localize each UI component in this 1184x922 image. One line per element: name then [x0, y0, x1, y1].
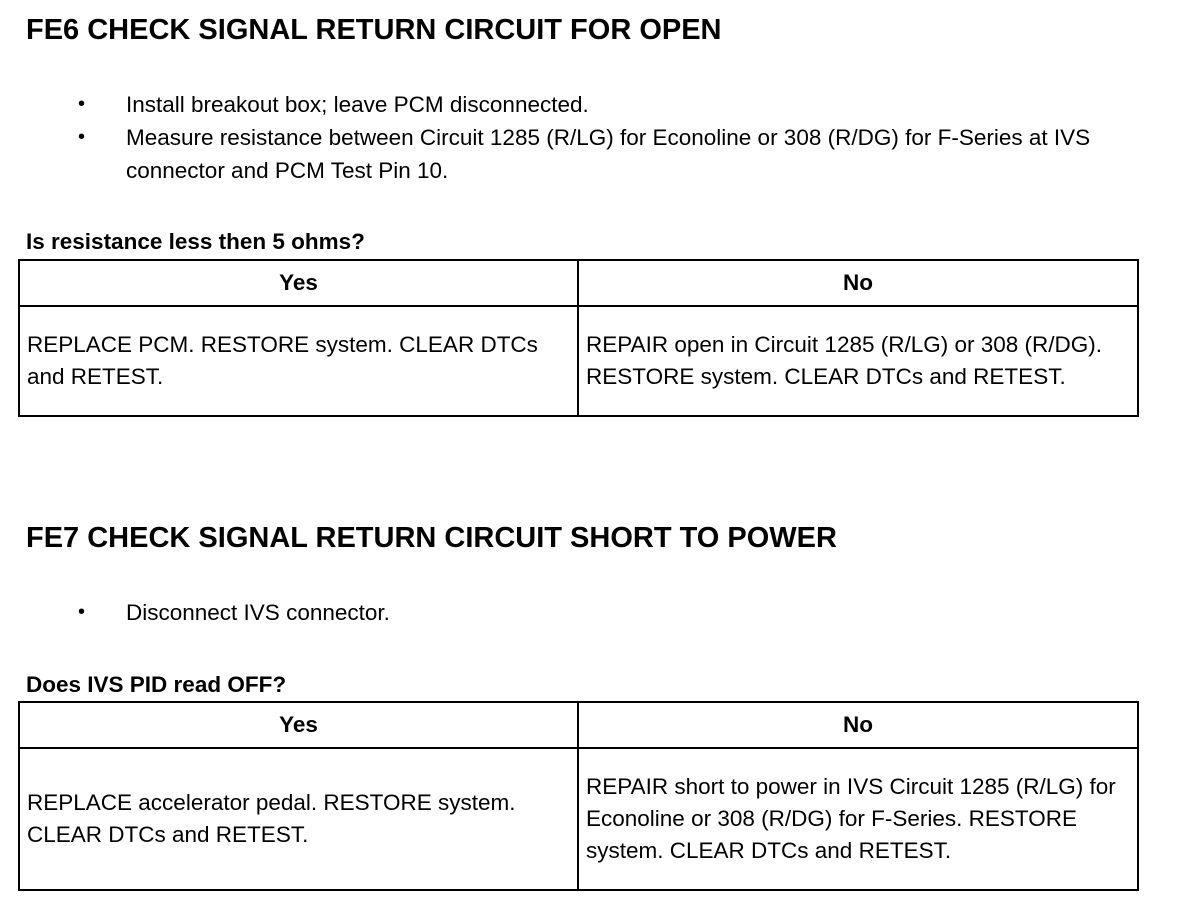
bullet-icon: •: [78, 93, 86, 115]
step-title: FE7 CHECK SIGNAL RETURN CIRCUIT SHORT TO POWER: [26, 522, 837, 554]
no-action: REPAIR short to power in IVS Circuit 1285 (R/LG) for Econoline or 308 (R/DG) for F-Series. RESTORE system. CLEAR DTCs and RETEST.: [578, 748, 1138, 890]
table-row: [19, 306, 1138, 416]
test-question: Does IVS PID read OFF?: [26, 672, 287, 697]
instruction-text: Disconnect IVS connector.: [126, 600, 390, 625]
yes-action: REPLACE accelerator pedal. RESTORE system. CLEAR DTCs and RETEST.: [19, 748, 578, 890]
step-instructions: [0, 596, 1184, 629]
bullet-icon: •: [78, 126, 86, 148]
result-table: [18, 701, 1139, 891]
step-instructions: [0, 88, 1184, 187]
step-title: FE6 CHECK SIGNAL RETURN CIRCUIT FOR OPEN: [26, 14, 722, 46]
table-header-row: [19, 260, 1138, 306]
result-table: [18, 259, 1139, 417]
no-header: No: [578, 702, 1138, 748]
bullet-icon: •: [78, 601, 86, 623]
table-header-row: [19, 702, 1138, 748]
yes-action: REPLACE PCM. RESTORE system. CLEAR DTCs and RETEST.: [19, 306, 578, 416]
no-action: REPAIR open in Circuit 1285 (R/LG) or 308 (R/DG). RESTORE system. CLEAR DTCs and RETEST.: [578, 306, 1138, 416]
test-question: Is resistance less then 5 ohms?: [26, 229, 365, 254]
instruction-text: Install breakout box; leave PCM disconnected.: [126, 92, 589, 117]
instruction-text: Measure resistance between Circuit 1285 (R/LG) for Econoline or 308 (R/DG) for F-Series at IVS connector and PCM Test Pin 10.: [126, 125, 1091, 183]
yes-header: Yes: [19, 702, 578, 748]
instruction-item: [0, 121, 1184, 187]
yes-header: Yes: [19, 260, 578, 306]
table-row: [19, 748, 1138, 890]
no-header: No: [578, 260, 1138, 306]
instruction-item: [0, 596, 1184, 629]
instruction-item: [0, 88, 1184, 121]
